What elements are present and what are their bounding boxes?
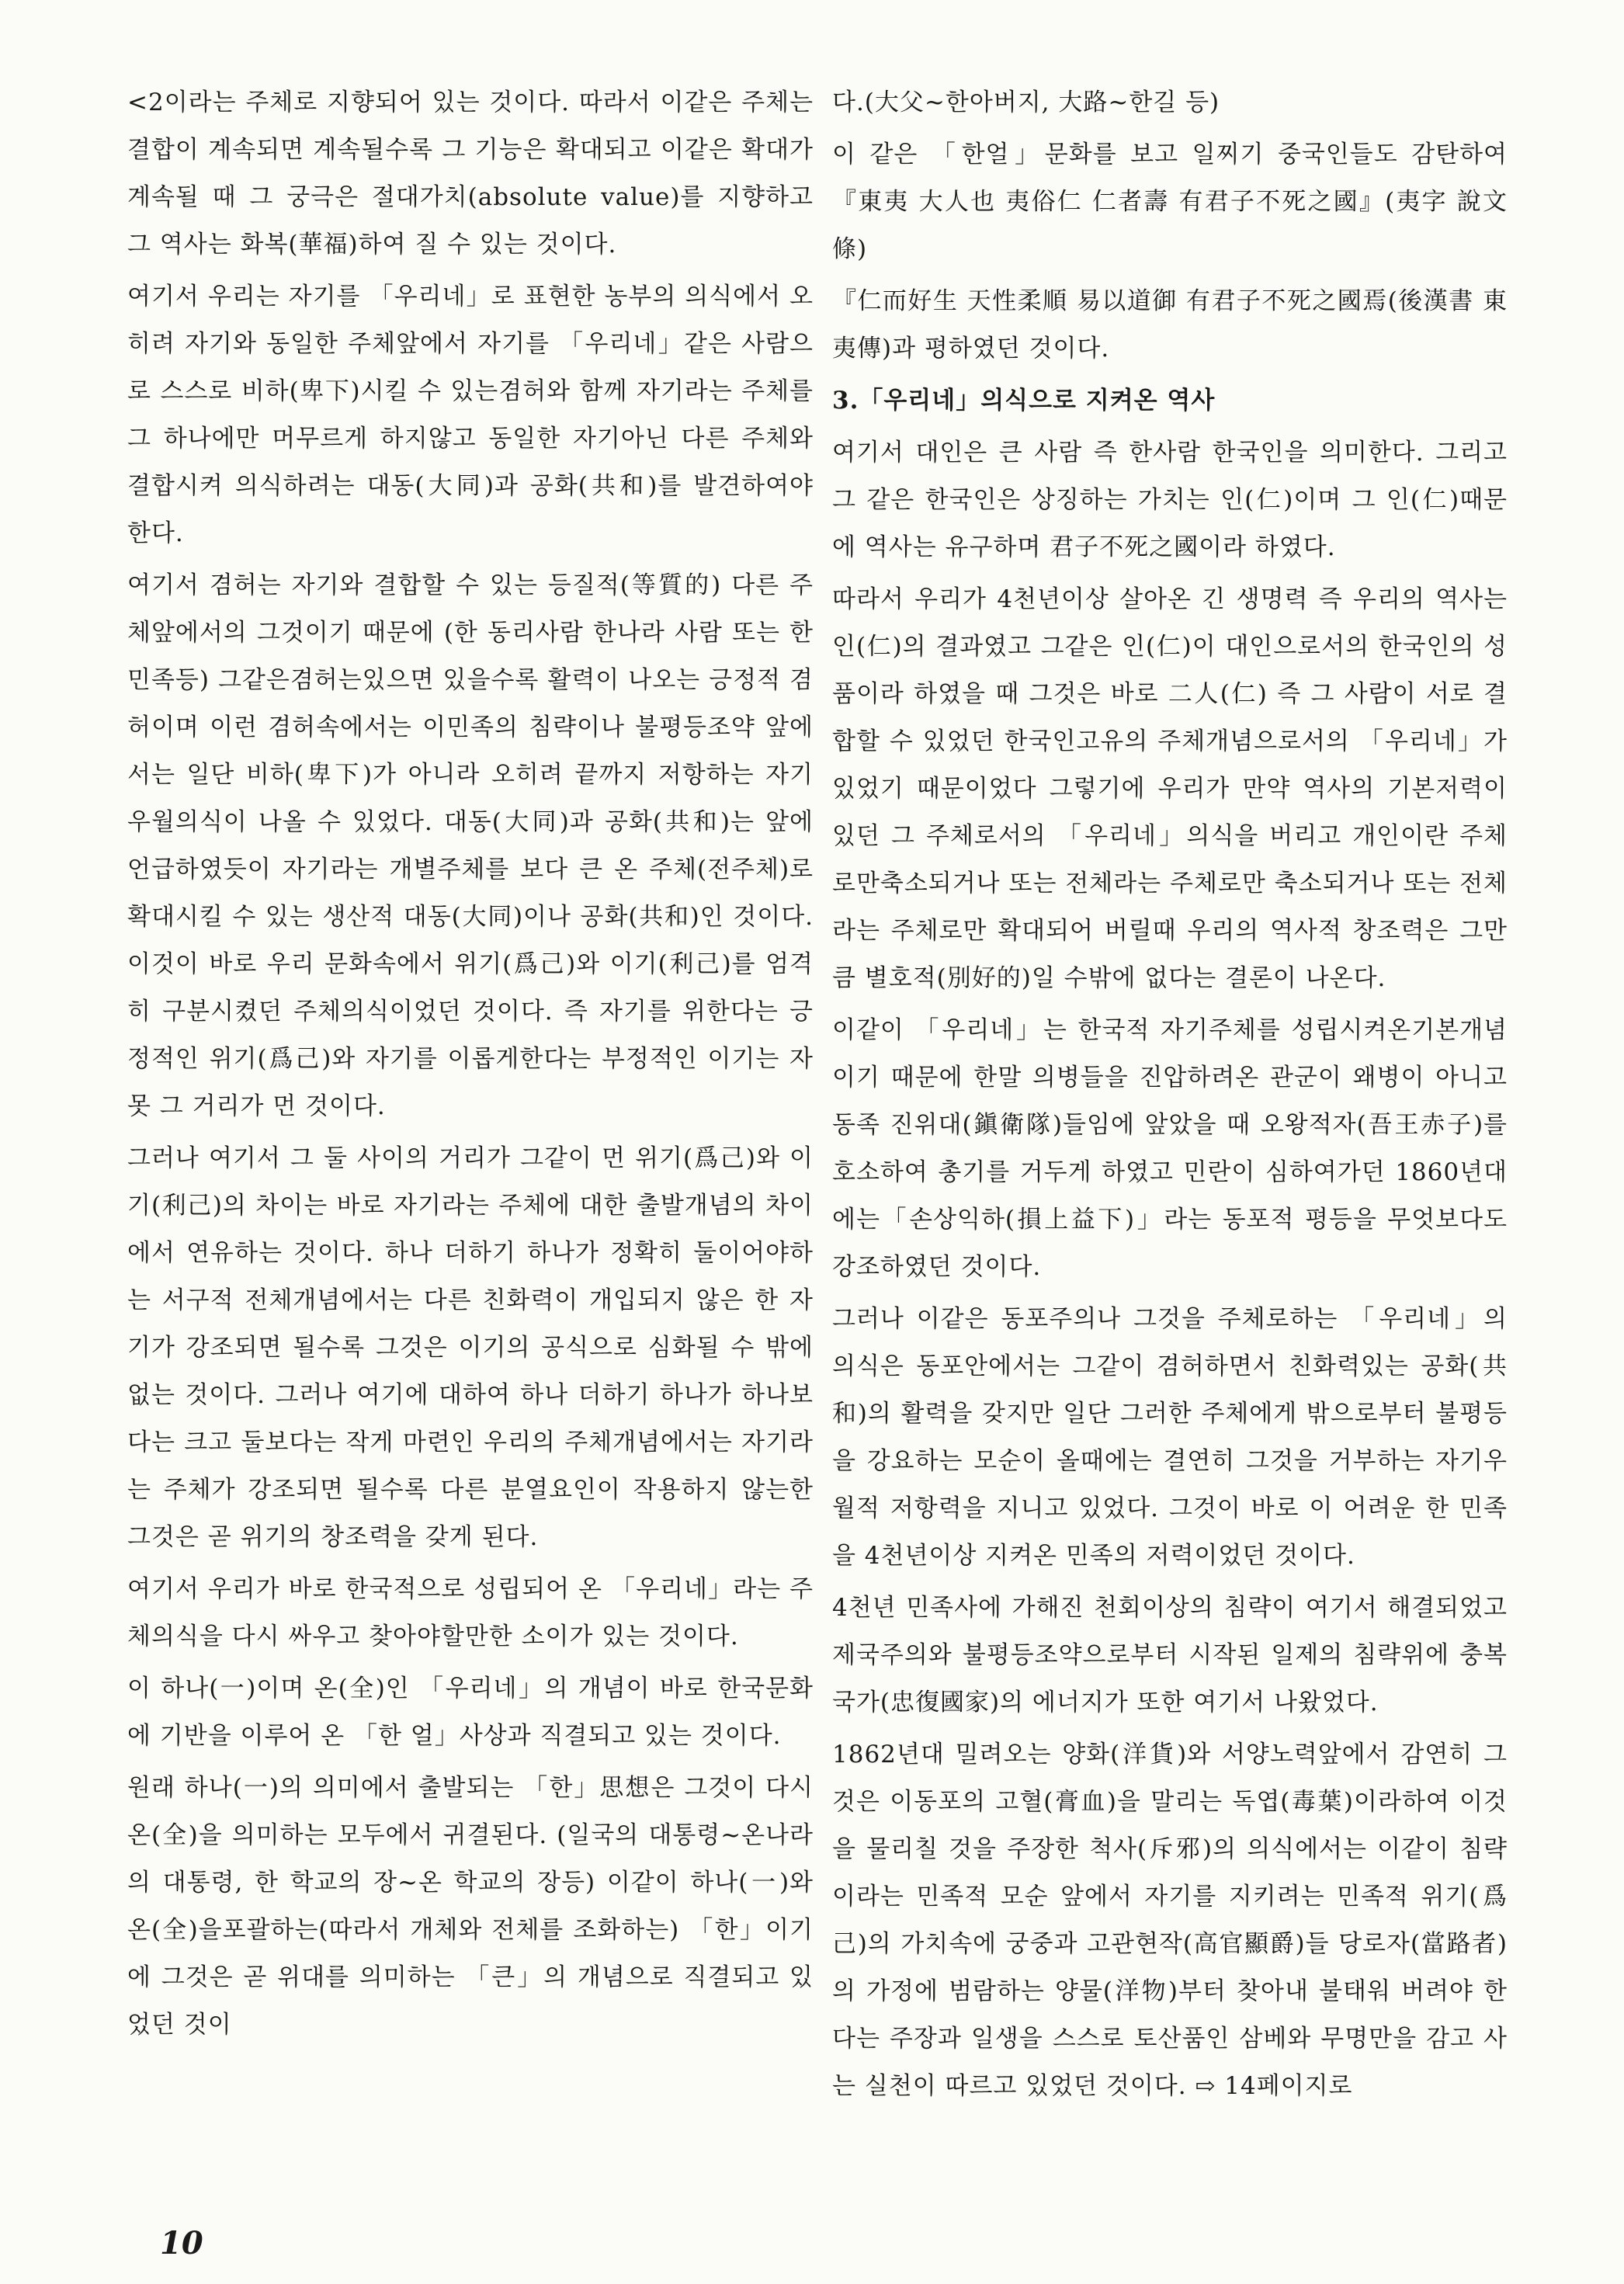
paragraph: 여기서 우리는 자기를 「우리네」로 표현한 농부의 의식에서 오히려 자기와 동일한 주체앞에서 자기를 「우리네」같은 사람으로 스스로 비하(卑下)시킬 수 있는겸허와 함께 자기라는 주체를 그 하나에만 머무르게 하지않고 동일한 자기아닌 다른 주체와 결합시켜 의식하려는 대동(大同)과 공화(共和)를 발견하여야 한다. — [127, 283, 814, 547]
page-number: 10 — [160, 2225, 203, 2261]
paragraph: 그러나 여기서 그 둘 사이의 거리가 그같이 먼 위기(爲己)와 이기(利己)의 차이는 바로 자기라는 주체에 대한 출발개념의 차이에서 연유하는 것이다. 하나 더하기 하나가 정확히 둘이어야하는 서구적 전체개념에서는 다른 친화력이 개입되지 않은 한 자기가 강조되면 될수록 그것은 이기의 공식으로 심화될 수 밖에 없는 것이다. 그러나 여기에 대하여 하나 더하기 하나가 하나보다는 크고 둘보다는 작게 마련인 우리의 주체개념에서는 자기라는 주체가 강조되면 될수록 다른 분열요인이 작용하지 않는한 그것은 곧 위기의 창조력을 갖게 된다. — [127, 1144, 814, 1551]
paragraph: 따라서 우리가 4천년이상 살아온 긴 생명력 즉 우리의 역사는 인(仁)의 결과였고 그같은 인(仁)이 대인으로서의 한국인의 성품이라 하였을 때 그것은 바로 二人(仁) 즉 그 사람이 서로 결합할 수 있었던 한국인고유의 주체개념으로서의 「우리네」가 있었기 때문이었다 그렇기에 우리가 만약 역사의 기본저력이 있던 그 주체로서의 「우리네」의식을 버리고 개인이란 주체로만축소되거나 또는 전체라는 주체로만 축소되거나 또는 전체라는 주체로만 확대되어 버릴때 우리의 역사적 창조력은 그만큼 별호적(別好的)일 수밖에 없다는 결론이 나온다. — [832, 585, 1508, 992]
paragraph: 이 하나(一)이며 온(全)인 「우리네」의 개념이 바로 한국문화에 기반을 이루어 온 「한 얼」사상과 직결되고 있는 것이다. — [127, 1675, 814, 1750]
paragraph: 4천년 민족사에 가해진 천회이상의 침략이 여기서 해결되었고 제국주의와 불평등조약으로부터 시작된 일제의 침략위에 충복국가(忠復國家)의 에너지가 또한 여기서 나왔었다. — [832, 1594, 1508, 1716]
right-text-column — [832, 79, 1508, 2115]
paragraph: 1862년대 밀려오는 양화(洋貨)와 서양노력앞에서 감연히 그것은 이동포의 고혈(膏血)을 말리는 독엽(毒葉)이라하여 이것을 물리칠 것을 주장한 척사(斥邪)의 의식에서는 이같이 침략이라는 민족적 모순 앞에서 자기를 지키려는 민족적 위기(爲己)의 가치속에 궁중과 고관현작(高官顯爵)들 당로자(當路者)의 가정에 범람하는 양물(洋物)부터 찾아내 불태워 버려야 한다는 주장과 일생을 스스로 토산품인 삼베와 무명만을 감고 사는 실천이 따르고 있었던 것이다. ⇨ 14페이지로 — [832, 1741, 1508, 2100]
paragraph: <2이라는 주체로 지향되어 있는 것이다. 따라서 이같은 주체는 결합이 계속되면 계속될수록 그 기능은 확대되고 이같은 확대가 계속될 때 그 궁극은 절대가치(absolute value)를 지향하고 그 역사는 화복(華福)하여 질 수 있는 것이다. — [127, 89, 814, 259]
section-heading: 3.「우리네」의식으로 지켜온 역사 — [832, 387, 1216, 415]
paragraph: 여기서 대인은 큰 사람 즉 한사람 한국인을 의미한다. 그리고 그 같은 한국인은 상징하는 가치는 인(仁)이며 그 인(仁)때문에 역사는 유구하며 君子不死之國이라 하였다. — [832, 439, 1508, 561]
paragraph: 원래 하나(一)의 의미에서 출발되는 「한」思想은 그것이 다시 온(全)을 의미하는 모두에서 귀결된다. (일국의 대통령~온나라의 대통령, 한 학교의 장~온 학교의 장등) 이같이 하나(一)와 온(全)을포괄하는(따라서 개체와 전체를 조화하는) 「한」이기에 그것은 곧 위대를 의미하는 「큰」의 개념으로 직결되고 있었던 것이 — [127, 1774, 814, 2039]
paragraph: 그러나 이같은 동포주의나 그것을 주체로하는 「우리네」의 의식은 동포안에서는 그같이 겸허하면서 친화력있는 공화(共和)의 활력을 갖지만 일단 그러한 주체에게 밖으로부터 불평등을 강요하는 모순이 올때에는 결연히 그것을 거부하는 자기우월적 저항력을 지니고 있었다. 그것이 바로 이 어려운 한 민족을 4천년이상 지켜온 민족의 저력이었던 것이다. — [832, 1305, 1508, 1570]
paragraph: 다.(大父~한아버지, 大路~한길 등) — [832, 89, 1220, 116]
paragraph: 여기서 우리가 바로 한국적으로 성립되어 온 「우리네」라는 주체의식을 다시 싸우고 찾아야할만한 소이가 있는 것이다. — [127, 1575, 814, 1651]
paragraph: 여기서 겸허는 자기와 결합할 수 있는 등질적(等質的) 다른 주체앞에서의 그것이기 때문에 (한 동리사람 한나라 사람 또는 한 민족등) 그같은겸허는있으면 있을수록 활력이 나오는 긍정적 겸허이며 이런 겸허속에서는 이민족의 침략이나 불평등조약 앞에서는 일단 비하(卑下)가 아니라 오히려 끝까지 저항하는 자기 우월의식이 나올 수 있었다. 대동(大同)과 공화(共和)는 앞에 언급하였듯이 자기라는 개별주체를 보다 큰 온 주체(전주체)로 확대시킬 수 있는 생산적 대동(大同)이나 공화(共和)인 것이다. 이것이 바로 우리 문화속에서 위기(爲己)와 이기(利己)를 엄격히 구분시켰던 주체의식이었던 것이다. 즉 자기를 위한다는 긍정적인 위기(爲己)와 자기를 이롭게한다는 부정적인 이기는 자못 그 거리가 먼 것이다. — [127, 571, 814, 1120]
paragraph: 이 같은 「한얼」문화를 보고 일찌기 중국인들도 감탄하여 『東夷 大人也 夷俗仁 仁者壽 有君子不死之國』(夷字 說文條) — [832, 141, 1508, 263]
left-text-column — [127, 79, 814, 2053]
paragraph: 『仁而好生 天性柔順 易以道御 有君子不死之國焉(後漢書 東夷傳)과 평하였던 것이다. — [832, 287, 1508, 363]
paragraph: 이같이 「우리네」는 한국적 자기주체를 성립시켜온기본개념이기 때문에 한말 의병들을 진압하려온 관군이 왜병이 아니고 동족 진위대(鎭衛隊)들임에 앞았을 때 오왕적자(吾王赤子)를 호소하여 총기를 거두게 하였고 민란이 심하여가던 1860년대에는「손상익하(損上益下)」라는 동포적 평등을 무엇보다도 강조하였던 것이다. — [832, 1016, 1508, 1281]
